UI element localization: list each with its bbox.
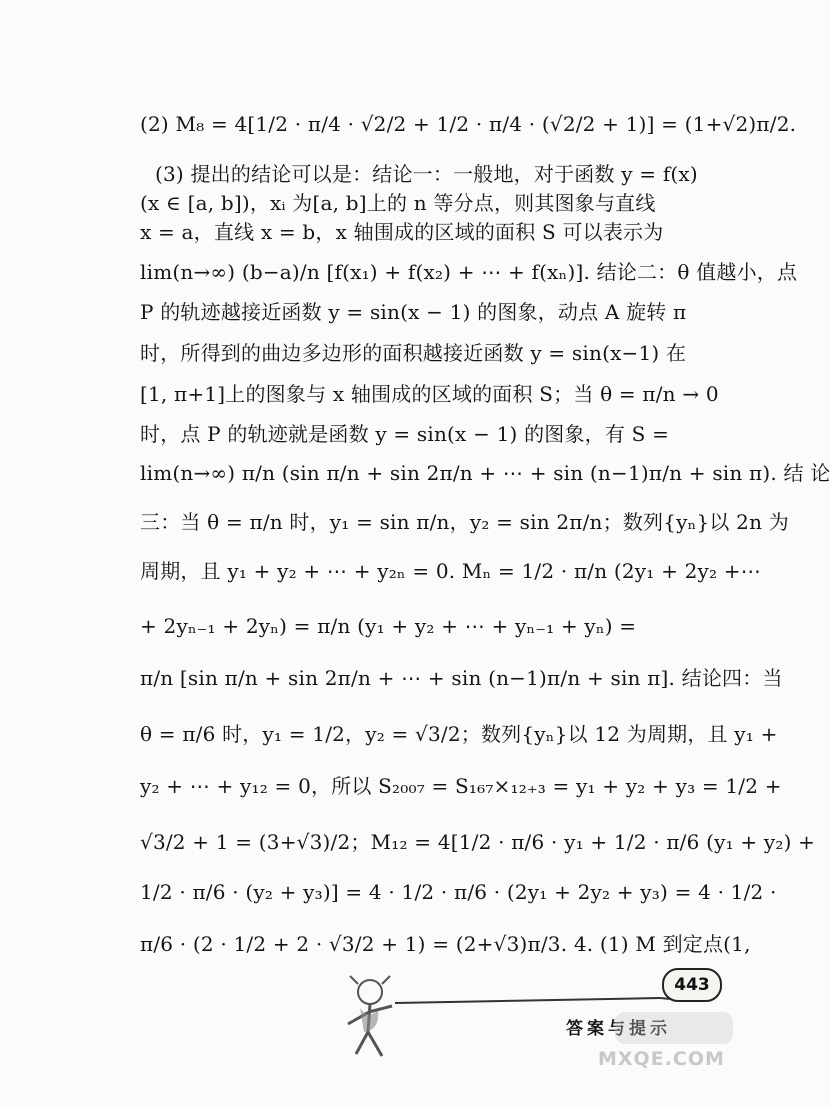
text-line: (2) M₈ = 4[1/2 · π/4 · √2/2 + 1/2 · π/4 · (√2/2 + 1)] = (1+√2)π/2.: [140, 112, 797, 136]
page-number: 443: [662, 968, 722, 1002]
text-line: 时，点 P 的轨迹就是函数 y = sin(x − 1) 的图象，有 S =: [140, 422, 670, 446]
text-line: lim(n→∞) (b−a)/n [f(x₁) + f(x₂) + ⋯ + f(xₙ)]. 结论二：θ 值越小，点: [140, 260, 798, 284]
text-line: (x ∈ [a, b])，xᵢ 为[a, b]上的 n 等分点，则其图象与直线: [140, 191, 656, 215]
text-line: x = a，直线 x = b，x 轴围成的区域的面积 S 可以表示为: [140, 220, 664, 244]
text-line: 三：当 θ = π/n 时，y₁ = sin π/n，y₂ = sin 2π/n；数列{yₙ}以 2n 为: [140, 510, 789, 534]
section-title: 答案与提示: [566, 1019, 671, 1039]
cartoon-figure-illustration: [330, 972, 410, 1062]
text-line: √3/2 + 1 = (3+√3)/2；M₁₂ = 4[1/2 · π/6 · y₁ + 1/2 · π/6 (y₁ + y₂) +: [140, 830, 816, 854]
text-line: 1/2 · π/6 · (y₂ + y₃)] = 4 · 1/2 · π/6 · (2y₁ + 2y₂ + y₃) = 4 · 1/2 ·: [140, 880, 777, 904]
text-line: y₂ + ⋯ + y₁₂ = 0，所以 S₂₀₀₇ = S₁₆₇×₁₂₊₃ = y₁ + y₂ + y₃ = 1/2 +: [140, 774, 782, 798]
watermark-logo: [615, 1012, 733, 1044]
text-line: P 的轨迹越接近函数 y = sin(x − 1) 的图象，动点 A 旋转 π: [140, 300, 687, 324]
text-line: π/6 · (2 · 1/2 + 2 · √3/2 + 1) = (2+√3)π/3. 4. (1) M 到定点(1,: [140, 932, 751, 956]
text-line: + 2yₙ₋₁ + 2yₙ) = π/n (y₁ + y₂ + ⋯ + yₙ₋₁ + yₙ) =: [140, 614, 637, 638]
text-line: π/n [sin π/n + sin 2π/n + ⋯ + sin (n−1)π/n + sin π]. 结论四：当: [140, 666, 783, 690]
text-line: 周期，且 y₁ + y₂ + ⋯ + y₂ₙ = 0. Mₙ = 1/2 · π/n (2y₁ + 2y₂ +⋯: [140, 559, 761, 583]
text-line: θ = π/6 时，y₁ = 1/2，y₂ = √3/2；数列{yₙ}以 12 为周期，且 y₁ +: [140, 722, 778, 746]
text-line: [1, π+1]上的图象与 x 轴围成的区域的面积 S；当 θ = π/n → 0: [140, 382, 719, 406]
text-line: lim(n→∞) π/n (sin π/n + sin 2π/n + ⋯ + sin (n−1)π/n + sin π). 结 论: [140, 461, 830, 485]
text-line: 时，所得到的曲边多边形的面积越接近函数 y = sin(x−1) 在: [140, 341, 687, 365]
watermark-text: MXQE.COM: [598, 1048, 725, 1070]
text-line: (3) 提出的结论可以是：结论一：一般地，对于函数 y = f(x): [155, 162, 698, 186]
